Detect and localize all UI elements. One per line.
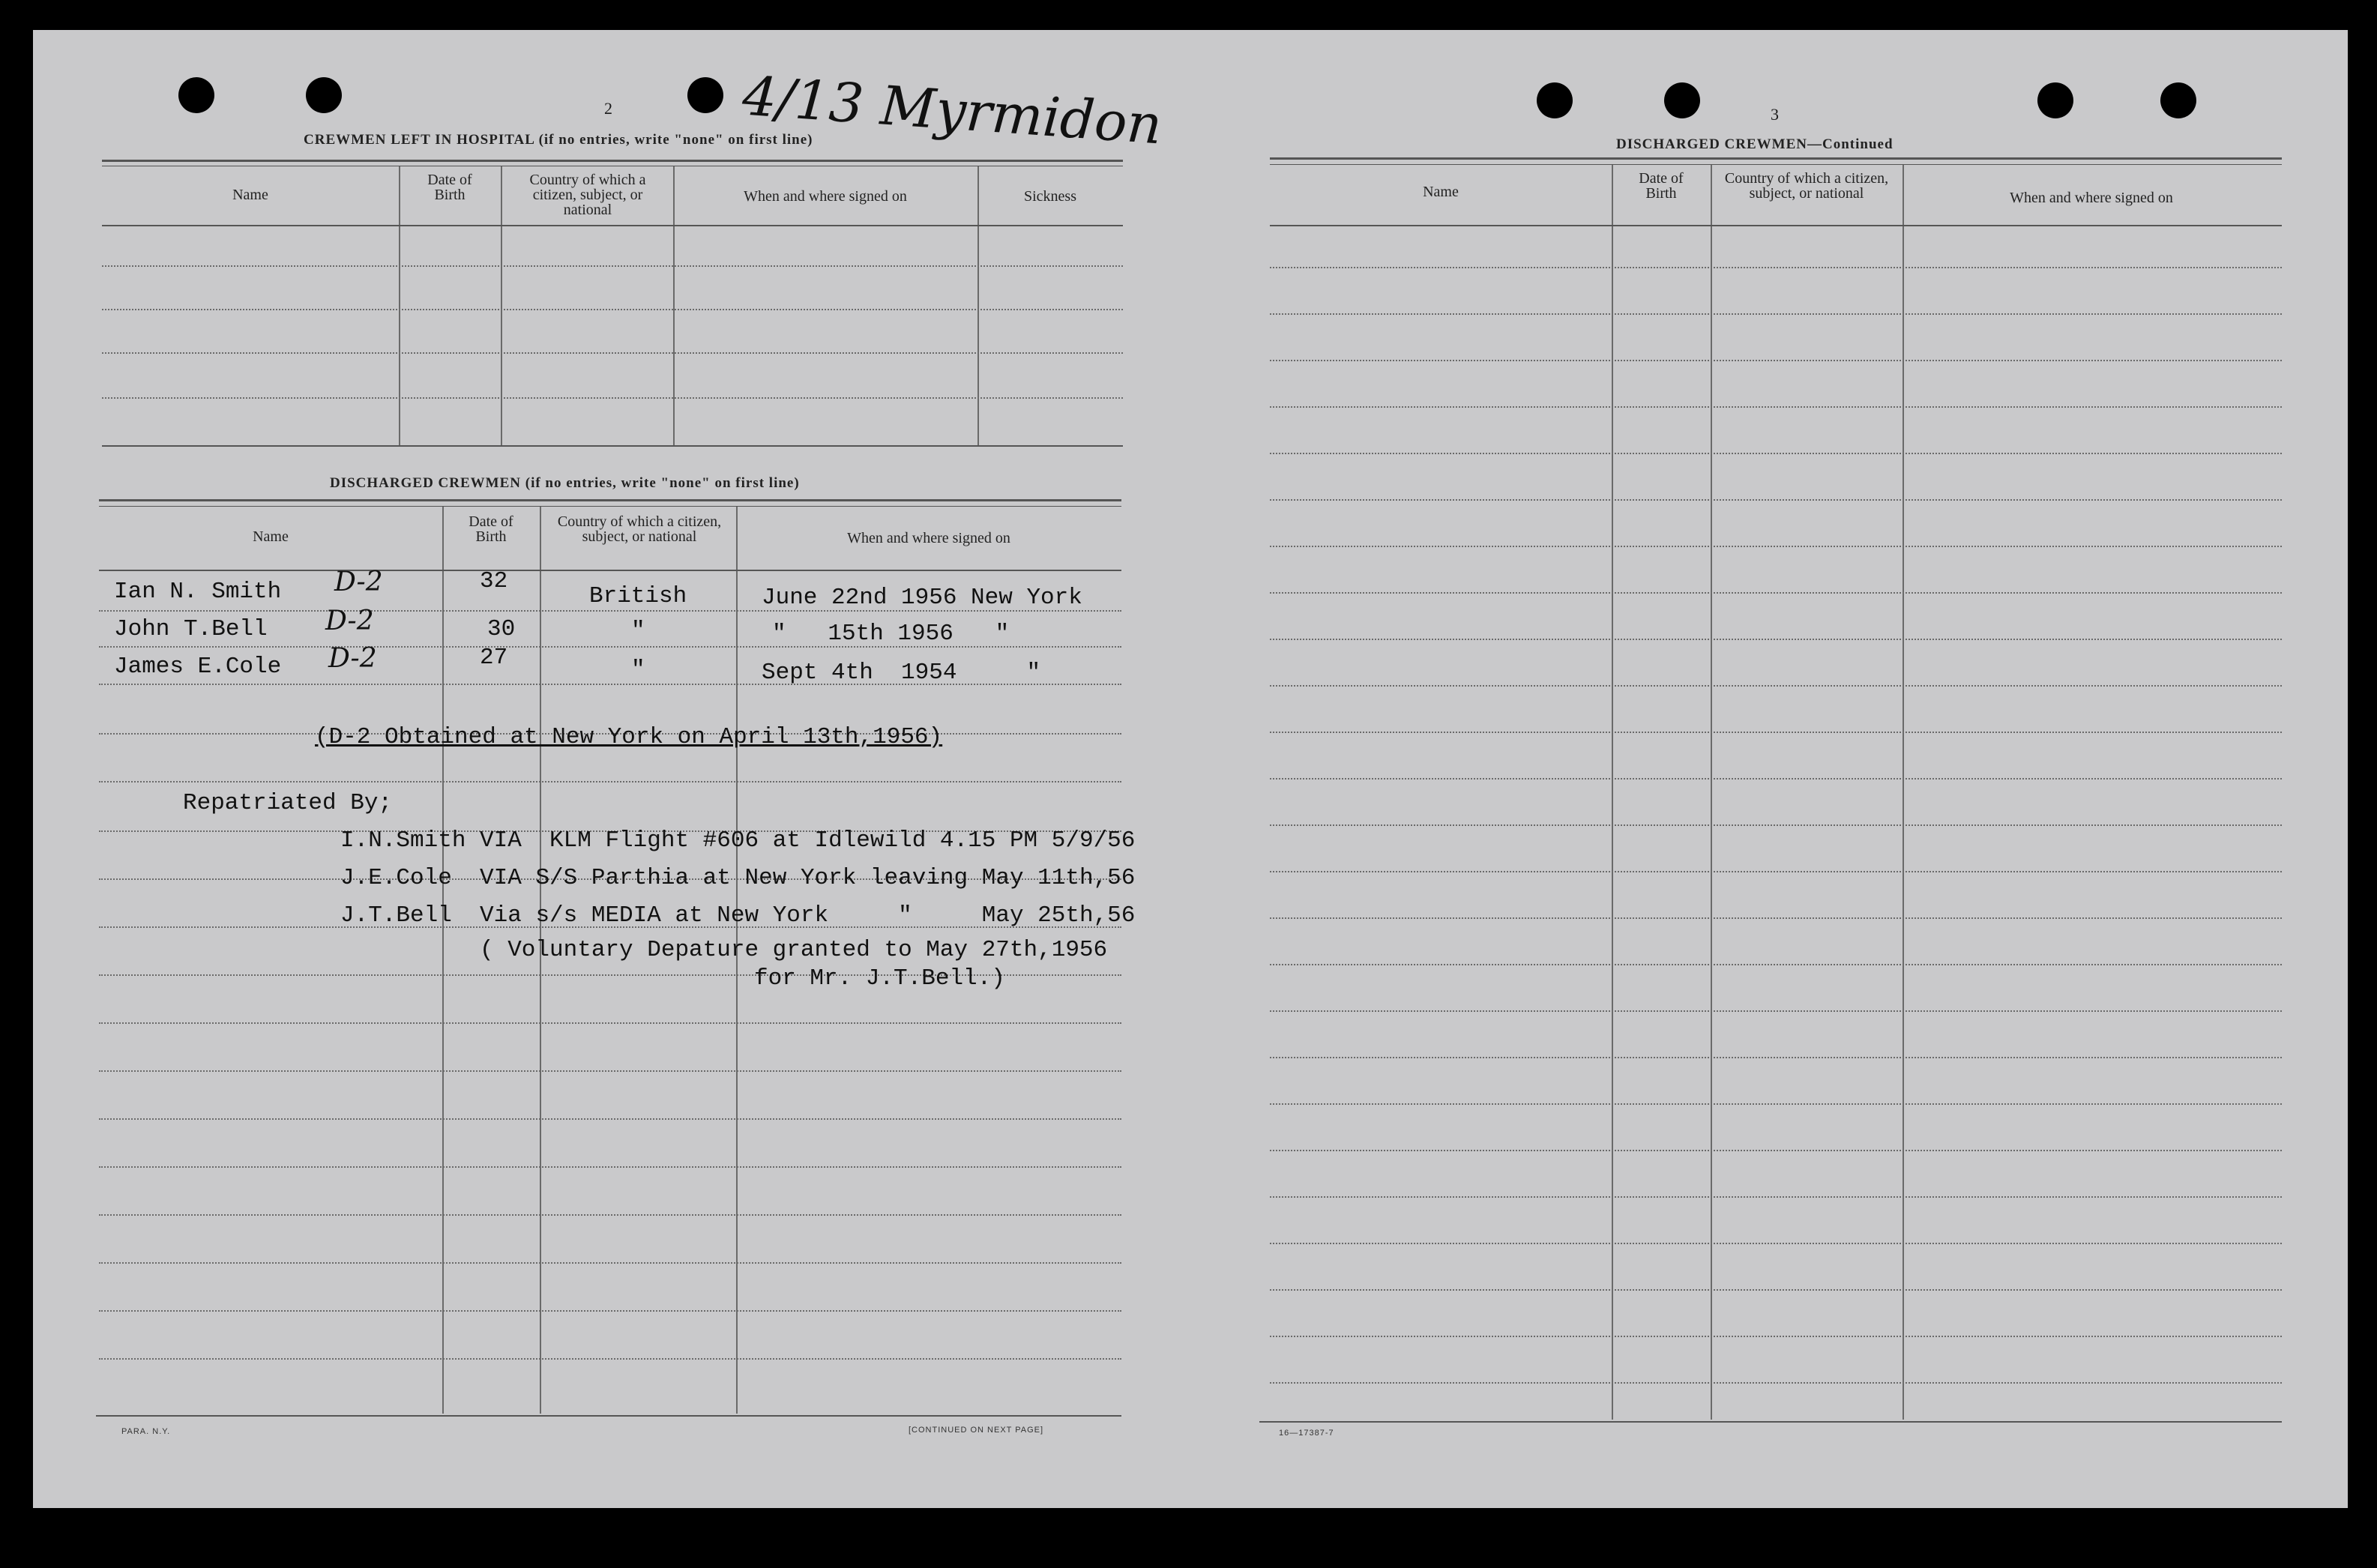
col-header-name: Name (1423, 184, 1459, 200)
header-rule (99, 570, 1121, 571)
table-top-rule (1270, 164, 2282, 165)
form-number: 16—17387-7 (1279, 1429, 1334, 1438)
row-line (1270, 453, 2282, 454)
crew-dob: 32 (480, 568, 508, 594)
printer-mark: PARA. N.Y. (121, 1427, 171, 1436)
row-line (1270, 1103, 2282, 1105)
row-line (99, 1262, 1121, 1264)
row-line (99, 1022, 1121, 1024)
row-line (1270, 546, 2282, 547)
repatriation-line: I.N.Smith VIA KLM Flight #606 at Idlewild 4.15 PM 5/9/56 (340, 827, 1136, 854)
crew-signed-on: " 15th 1956 " (772, 621, 1010, 647)
row-line (1270, 360, 2282, 361)
punch-hole (178, 77, 214, 113)
row-line (1270, 1382, 2282, 1384)
row-line (1270, 732, 2282, 733)
row-line (1270, 685, 2282, 687)
row-line (1270, 1336, 2282, 1337)
row-line (1270, 313, 2282, 315)
crew-country: British (589, 583, 687, 609)
repatriation-line: J.T.Bell Via s/s MEDIA at New York " May 25th,56 (340, 902, 1136, 929)
col-header-signed-on: When and where signed on (744, 188, 907, 205)
page-number-right: 3 (1771, 105, 1779, 124)
row-line (1270, 824, 2282, 826)
table-top-rule (99, 506, 1121, 507)
table-top-rule (1270, 157, 2282, 160)
row-line (99, 1358, 1121, 1360)
page-number-left: 2 (604, 99, 612, 118)
col-header-name: Name (232, 187, 268, 203)
handwritten-note: 4/13 Myrmidon (740, 64, 1164, 157)
crew-name: Ian N. Smith (114, 579, 282, 605)
row-line (99, 1070, 1121, 1072)
column-divider (673, 166, 675, 445)
table-top-rule (102, 160, 1123, 162)
crew-dob: 27 (480, 645, 508, 671)
col-header-dob: Date of Birth (1639, 170, 1684, 202)
col-header-country: Country of which a citizen, subject, or national (529, 172, 646, 218)
column-divider (442, 507, 444, 1414)
table-top-rule (99, 499, 1121, 501)
row-line (102, 397, 1123, 399)
punch-hole (2037, 82, 2073, 118)
repatriation-line: J.E.Cole VIA S/S Parthia at New York leaving May 11th,56 (340, 865, 1136, 891)
row-line (1270, 592, 2282, 594)
voluntary-departure-note: ( Voluntary Depature granted to May 27th,1956 (480, 937, 1108, 963)
row-line (102, 352, 1123, 354)
row-line (1270, 1057, 2282, 1058)
row-line (1270, 499, 2282, 501)
punch-hole (1664, 82, 1700, 118)
row-line (1270, 1150, 2282, 1151)
header-rule (1270, 225, 2282, 226)
d2-mark: D-2 (325, 606, 374, 636)
header-rule (102, 225, 1123, 226)
column-divider (977, 166, 979, 445)
col-header-dob: Date of Birth (427, 172, 472, 203)
col-header-country: Country of which a citizen, subject, or national (557, 513, 722, 545)
column-divider (1612, 165, 1613, 1420)
discharged-section-title: DISCHARGED CREWMEN (if no entries, write "none" on first line) (330, 475, 800, 491)
row-line (1270, 1196, 2282, 1198)
column-divider (1902, 165, 1904, 1420)
row-line (1270, 406, 2282, 408)
row-line (102, 265, 1123, 267)
punch-hole (2160, 82, 2196, 118)
crew-signed-on: June 22nd 1956 New York (762, 585, 1082, 611)
table-bottom-rule (102, 445, 1123, 447)
crew-country: " (631, 657, 645, 683)
continued-note: [CONTINUED ON NEXT PAGE] (909, 1426, 1044, 1435)
row-line (1270, 1243, 2282, 1244)
col-header-dob: Date of Birth (469, 513, 513, 545)
crew-signed-on: Sept 4th 1954 " (762, 660, 1041, 686)
repatriated-label: Repatriated By; (183, 790, 393, 816)
punch-hole (306, 77, 342, 113)
row-line (1270, 1010, 2282, 1012)
col-header-name: Name (253, 528, 289, 545)
d2-note: (D-2 Obtained at New York on April 13th,1956) (315, 724, 943, 750)
crew-name: John T.Bell (114, 616, 268, 642)
col-header-country: Country of which a citizen, subject, or national (1724, 170, 1889, 202)
row-line (1270, 871, 2282, 872)
row-line (99, 1166, 1121, 1168)
row-line (1270, 1289, 2282, 1291)
col-header-signed-on: When and where signed on (847, 530, 1010, 546)
right-section-title: DISCHARGED CREWMEN—Continued (1616, 136, 1894, 152)
row-line (1270, 778, 2282, 780)
column-divider (501, 166, 502, 445)
row-line (1270, 639, 2282, 640)
punch-hole (1537, 82, 1573, 118)
row-line (99, 1214, 1121, 1216)
row-line (1270, 964, 2282, 965)
punch-hole (687, 77, 723, 113)
d2-mark: D-2 (328, 643, 377, 674)
d2-mark: D-2 (334, 567, 383, 597)
column-divider (399, 166, 400, 445)
column-divider (1711, 165, 1712, 1420)
table-bottom-rule (96, 1415, 1121, 1417)
row-line (102, 309, 1123, 310)
col-header-sickness: Sickness (1024, 188, 1076, 205)
row-line (99, 781, 1121, 783)
row-line (99, 1310, 1121, 1312)
table-bottom-rule (1259, 1421, 2282, 1423)
row-line (1270, 267, 2282, 268)
row-line (1270, 917, 2282, 919)
hospital-section-title: CREWMEN LEFT IN HOSPITAL (if no entries, write "none" on first line) (304, 132, 813, 148)
col-header-signed-on: When and where signed on (2010, 190, 2173, 206)
row-line (99, 1118, 1121, 1120)
crew-name: James E.Cole (114, 654, 282, 680)
voluntary-departure-note: for Mr. J.T.Bell.) (754, 965, 1005, 992)
crew-country: " (631, 618, 645, 644)
document-sheet (33, 30, 2348, 1508)
crew-dob: 30 (487, 616, 516, 642)
